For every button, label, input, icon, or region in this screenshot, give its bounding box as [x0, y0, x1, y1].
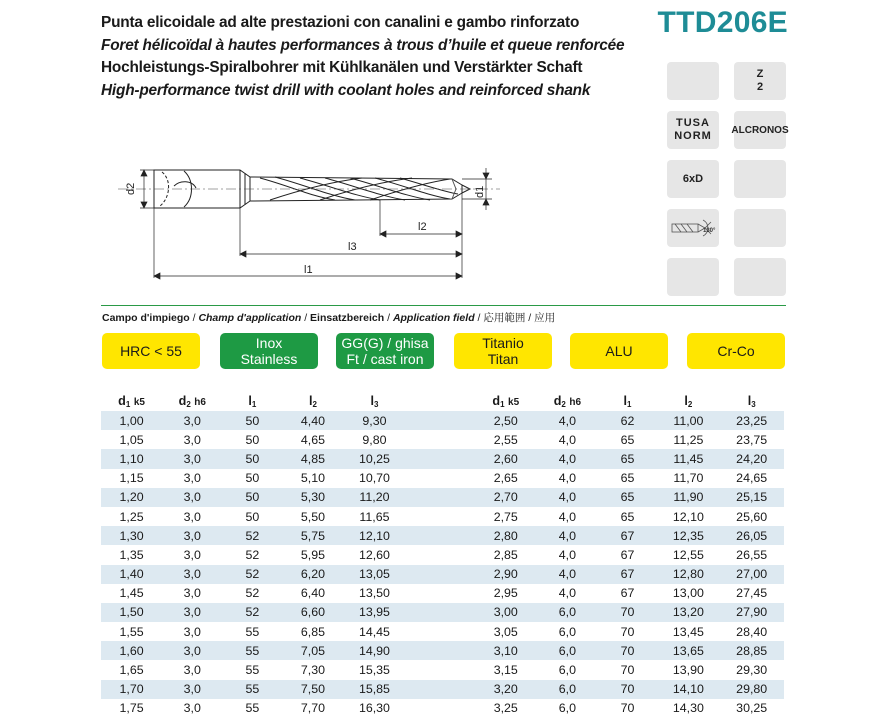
- column-header-left-d2: $d_2$ h6: [178, 393, 206, 409]
- table-cell: 27,00: [719, 565, 784, 584]
- application-label-en: Application field: [392, 312, 475, 324]
- table-cell: 13,90: [672, 663, 704, 678]
- table-cell: 3,0: [183, 509, 201, 524]
- table-cell: 3,20: [474, 680, 537, 699]
- table-cell: 50: [222, 411, 282, 430]
- material-badge-cast-iron: GG(G) / ghisa Ft / cast iron: [336, 333, 434, 369]
- drawing-label-l2: l2: [418, 221, 427, 233]
- table-cell: 11,20: [343, 488, 405, 507]
- table-cell: 3,10: [474, 641, 537, 660]
- table-cell: 50: [222, 449, 282, 468]
- table-gap-cell: [405, 469, 474, 488]
- table-cell: 3,0: [183, 471, 201, 486]
- table-cell: 4,0: [537, 449, 597, 468]
- table-cell: 67: [620, 547, 635, 562]
- application-label-de: Einsatzbereich: [310, 312, 385, 324]
- flutes-value: 2: [756, 81, 764, 93]
- table-cell: 3,0: [183, 701, 201, 716]
- table-cell: 3,0: [183, 586, 201, 601]
- application-label-it: Campo d'impiego: [102, 312, 190, 324]
- standard-icon-box: [667, 111, 719, 149]
- table-row: [101, 469, 784, 488]
- column-header-left-d1: $d_1$ k5: [118, 393, 145, 409]
- table-cell: 1,50: [101, 603, 162, 622]
- column-header-right-l2: $l_2$: [684, 393, 693, 409]
- table-cell: 50: [245, 471, 260, 486]
- drawing-label-d2: d2: [125, 182, 137, 195]
- table-cell: 52: [245, 586, 260, 601]
- table-cell: 65: [620, 509, 635, 524]
- table-cell: 1,30: [101, 526, 162, 545]
- column-header-right-l3: $l_3$: [747, 393, 756, 409]
- table-cell: 6,0: [537, 680, 597, 699]
- table-cell: 65: [620, 471, 635, 486]
- table-cell: 7,30: [300, 663, 325, 678]
- table-cell: 55: [245, 663, 260, 678]
- table-cell: 1,70: [101, 680, 162, 699]
- table-row: [101, 411, 784, 430]
- table-cell: 6,0: [558, 701, 576, 716]
- table-cell: 3,0: [162, 449, 222, 468]
- table-gap-cell: [405, 641, 474, 660]
- table-cell: 4,40: [282, 411, 343, 430]
- application-label-zh: 应用: [534, 312, 556, 324]
- table-gap-cell: [405, 603, 474, 622]
- table-cell: 4,0: [558, 586, 576, 601]
- application-label-ja: 応用範囲: [483, 312, 526, 324]
- table-cell: 70: [620, 624, 635, 639]
- table-gap-cell: [405, 680, 474, 699]
- title-french: Foret hélicoïdal à hautes performances à trous d’huile et queue renforcée: [101, 36, 625, 54]
- table-cell: 14,45: [358, 624, 390, 639]
- table-cell: 12,80: [657, 565, 719, 584]
- table-gap-cell: [405, 526, 474, 545]
- material-badge-alu: ALU: [570, 333, 668, 369]
- table-cell: 3,0: [162, 680, 222, 699]
- table-cell: 3,0: [162, 526, 222, 545]
- table-cell: 3,0: [183, 432, 201, 447]
- table-row: [101, 507, 784, 526]
- title-german: Hochleistungs-Spiralbohrer mit Kühlkanälen und Verstärkter Schaft: [101, 59, 583, 77]
- depth-label: 6xD: [682, 172, 704, 185]
- table-cell: 3,25: [493, 701, 518, 716]
- table-row: [101, 545, 784, 564]
- column-header-right-d1: $d_1$ k5: [492, 393, 520, 409]
- table-row: [101, 449, 784, 468]
- table-row: [101, 565, 784, 584]
- table-cell: 11,00: [657, 411, 719, 430]
- table-gap-cell: [405, 488, 474, 507]
- flutes-label: Z: [756, 68, 764, 80]
- table-cell: 13,65: [657, 641, 719, 660]
- table-header-row: [101, 391, 784, 411]
- table-cell: 62: [598, 411, 658, 430]
- table-cell: 1,10: [101, 449, 162, 468]
- table-row: [101, 430, 784, 449]
- table-cell: 7,70: [300, 701, 325, 716]
- table-cell: 67: [598, 565, 658, 584]
- column-header-left-l3: $l_3$: [370, 393, 379, 409]
- table-cell: 1,45: [119, 586, 144, 601]
- table-cell: 1,35: [119, 547, 144, 562]
- table-cell: 2,50: [474, 411, 537, 430]
- table-row: [101, 603, 784, 622]
- blank-icon-box: [667, 62, 719, 100]
- table-cell: 4,0: [558, 547, 576, 562]
- point-angle-icon-box: [667, 209, 719, 247]
- table-cell: 13,00: [672, 586, 704, 601]
- table-cell: 4,0: [537, 488, 597, 507]
- table-gap-cell: [405, 507, 474, 526]
- table-cell: 70: [620, 701, 635, 716]
- table-cell: 55: [222, 641, 282, 660]
- table-cell: 14,90: [343, 641, 405, 660]
- column-header-right-d2: $d_2$ h6: [553, 393, 582, 409]
- table-cell: 2,90: [474, 565, 537, 584]
- table-cell: 52: [222, 565, 282, 584]
- material-badge-titanium: Titanio Titan: [454, 333, 552, 369]
- table-cell: 7,05: [282, 641, 343, 660]
- table-row: [101, 584, 784, 603]
- table-cell: 27,90: [719, 603, 784, 622]
- table-cell: 9,80: [362, 432, 387, 447]
- table-cell: 52: [245, 547, 260, 562]
- table-cell: 6,0: [537, 641, 597, 660]
- flutes-icon-box: [734, 62, 786, 100]
- table-cell: 25,60: [736, 509, 768, 524]
- table-cell: 4,0: [558, 509, 576, 524]
- table-cell: 14,30: [672, 701, 704, 716]
- table-row: [101, 641, 784, 660]
- table-cell: 70: [598, 680, 658, 699]
- table-gap-cell: [405, 699, 474, 718]
- table-row: [101, 488, 784, 507]
- blank-icon-box: [734, 258, 786, 296]
- table-cell: 3,00: [474, 603, 537, 622]
- table-cell: 6,85: [300, 624, 325, 639]
- table-cell: 1,40: [101, 565, 162, 584]
- table-cell: 5,30: [282, 488, 343, 507]
- table-cell: 2,65: [493, 471, 518, 486]
- table-cell: 3,0: [162, 565, 222, 584]
- table-cell: 10,25: [343, 449, 405, 468]
- table-cell: 23,75: [736, 432, 768, 447]
- standard-line2: NORM: [674, 130, 712, 142]
- table-cell: 12,10: [672, 509, 704, 524]
- table-cell: 6,60: [282, 603, 343, 622]
- blank-icon-box: [667, 258, 719, 296]
- table-cell: 13,20: [657, 603, 719, 622]
- material-badge-cr-co: Cr-Co: [687, 333, 785, 369]
- table-cell: 3,05: [493, 624, 518, 639]
- table-cell: 13,05: [343, 565, 405, 584]
- table-gap-cell: [405, 449, 474, 468]
- blank-icon-box: [734, 160, 786, 198]
- table-gap-cell: [405, 622, 474, 641]
- column-header-left-l2: $l_2$: [308, 393, 317, 409]
- table-cell: 1,15: [119, 471, 144, 486]
- product-titles: [101, 12, 624, 102]
- table-gap-cell: [405, 411, 474, 430]
- table-cell: 67: [620, 586, 635, 601]
- table-cell: 3,0: [183, 624, 201, 639]
- product-code: TTD206E: [657, 6, 788, 39]
- table-cell: 4,65: [300, 432, 325, 447]
- table-cell: 26,55: [736, 547, 768, 562]
- table-cell: 24,65: [736, 471, 768, 486]
- table-cell: 55: [245, 624, 260, 639]
- table-cell: 26,05: [719, 526, 784, 545]
- table-cell: 2,95: [493, 586, 518, 601]
- table-cell: 1,55: [119, 624, 144, 639]
- table-row: [101, 680, 784, 699]
- material-badge-inox: Inox Stainless: [220, 333, 318, 369]
- table-cell: 2,70: [474, 488, 537, 507]
- table-cell: 11,90: [657, 488, 719, 507]
- point-angle-icon: [667, 209, 719, 247]
- application-divider: [101, 305, 786, 306]
- table-cell: 5,95: [300, 547, 325, 562]
- table-cell: 3,0: [183, 663, 201, 678]
- table-cell: 52: [222, 603, 282, 622]
- table-cell: 12,10: [343, 526, 405, 545]
- table-cell: 65: [620, 432, 635, 447]
- table-cell: 11,70: [673, 471, 704, 486]
- table-cell: 24,20: [719, 449, 784, 468]
- table-cell: 3,0: [162, 641, 222, 660]
- table-row: [101, 622, 784, 641]
- table-gap-cell: [405, 565, 474, 584]
- table-cell: 2,75: [493, 509, 518, 524]
- table-cell: 70: [598, 641, 658, 660]
- table-cell: 5,75: [282, 526, 343, 545]
- coating-icon-box: [731, 111, 789, 149]
- table-cell: 11,65: [359, 509, 390, 524]
- blank-icon-box: [734, 209, 786, 247]
- table-cell: 4,0: [537, 565, 597, 584]
- table-cell: 6,0: [558, 624, 576, 639]
- table-cell: 23,25: [719, 411, 784, 430]
- drawing-label-l3: l3: [348, 241, 357, 253]
- table-cell: 13,45: [672, 624, 704, 639]
- table-cell: 4,0: [537, 411, 597, 430]
- table-cell: 1,00: [101, 411, 162, 430]
- table-cell: 4,85: [282, 449, 343, 468]
- drawing-label-d1: d1: [474, 185, 486, 198]
- table-cell: 55: [222, 680, 282, 699]
- dimensions-table: [101, 391, 784, 718]
- table-cell: 13,95: [343, 603, 405, 622]
- table-cell: 50: [245, 432, 260, 447]
- table-cell: 29,30: [736, 663, 768, 678]
- table-cell: 30,25: [736, 701, 768, 716]
- table-cell: 16,30: [358, 701, 390, 716]
- title-italian: Punta elicoidale ad alte prestazioni con canalini e gambo rinforzato: [101, 14, 580, 31]
- coating-label: ALCRONOS: [731, 124, 789, 136]
- table-cell: 50: [245, 509, 260, 524]
- table-cell: 2,55: [493, 432, 518, 447]
- table-cell: 12,35: [657, 526, 719, 545]
- material-badge-hrc: HRC < 55: [102, 333, 200, 369]
- table-cell: 11,25: [673, 432, 704, 447]
- table-cell: 70: [598, 603, 658, 622]
- table-cell: 50: [222, 488, 282, 507]
- drill-drawing: [100, 150, 510, 278]
- table-gap-cell: [405, 545, 474, 564]
- table-cell: 1,65: [119, 663, 144, 678]
- table-gap-cell: [405, 584, 474, 603]
- table-cell: 1,75: [119, 701, 144, 716]
- table-cell: 3,0: [183, 547, 201, 562]
- table-cell: 27,45: [736, 586, 768, 601]
- table-cell: 65: [598, 488, 658, 507]
- table-cell: 15,35: [358, 663, 390, 678]
- table-cell: 10,70: [358, 471, 390, 486]
- table-row: [101, 526, 784, 545]
- table-cell: 12,60: [358, 547, 390, 562]
- table-cell: 6,0: [558, 663, 576, 678]
- drawing-label-l1: l1: [304, 264, 313, 276]
- column-header-left-l1: $l_1$: [248, 393, 257, 409]
- standard-line1: TUSA: [676, 117, 710, 129]
- table-cell: 12,55: [672, 547, 704, 562]
- table-cell: 25,15: [719, 488, 784, 507]
- table-cell: 1,60: [101, 641, 162, 660]
- table-cell: 65: [598, 449, 658, 468]
- table-cell: 1,20: [101, 488, 162, 507]
- table-cell: 2,80: [474, 526, 537, 545]
- table-cell: 11,45: [657, 449, 719, 468]
- table-gap-cell: [405, 430, 474, 449]
- table-cell: 67: [598, 526, 658, 545]
- table-cell: 3,0: [162, 488, 222, 507]
- table-cell: 29,80: [719, 680, 784, 699]
- point-angle-label: 130°: [703, 228, 716, 234]
- application-label: Campo d'impiego / Champ d'application / Einsatzbereich / Application field / 応用範囲 / 应用: [102, 312, 556, 324]
- table-cell: 7,50: [282, 680, 343, 699]
- table-cell: 3,0: [162, 603, 222, 622]
- table-cell: 6,20: [282, 565, 343, 584]
- table-cell: 3,0: [162, 411, 222, 430]
- table-cell: 15,85: [343, 680, 405, 699]
- table-cell: 4,0: [537, 526, 597, 545]
- table-cell: 6,0: [537, 603, 597, 622]
- column-header-right-l1: $l_1$: [623, 393, 632, 409]
- table-cell: 28,40: [736, 624, 768, 639]
- table-cell: 55: [245, 701, 260, 716]
- table-row: [101, 660, 784, 679]
- table-cell: 2,85: [493, 547, 518, 562]
- depth-icon-box: [667, 160, 719, 198]
- table-row: [101, 699, 784, 718]
- table-cell: 3,15: [493, 663, 518, 678]
- table-cell: 52: [222, 526, 282, 545]
- table-cell: 28,85: [719, 641, 784, 660]
- table-cell: 9,30: [343, 411, 405, 430]
- column-gap: [405, 391, 474, 411]
- table-cell: 13,50: [358, 586, 390, 601]
- table-cell: 4,0: [558, 471, 576, 486]
- application-label-fr: Champ d'application: [198, 312, 302, 324]
- table-cell: 1,05: [119, 432, 144, 447]
- table-gap-cell: [405, 660, 474, 679]
- table-cell: 5,50: [300, 509, 325, 524]
- l1-dimension: [100, 262, 510, 282]
- table-cell: 5,10: [300, 471, 325, 486]
- table-cell: 2,60: [474, 449, 537, 468]
- table-cell: 14,10: [657, 680, 719, 699]
- table-cell: 1,25: [119, 509, 144, 524]
- title-english: High-performance twist drill with coolant holes and reinforced shank: [101, 81, 591, 99]
- table-cell: 70: [620, 663, 635, 678]
- table-cell: 4,0: [558, 432, 576, 447]
- table-cell: 6,40: [300, 586, 325, 601]
